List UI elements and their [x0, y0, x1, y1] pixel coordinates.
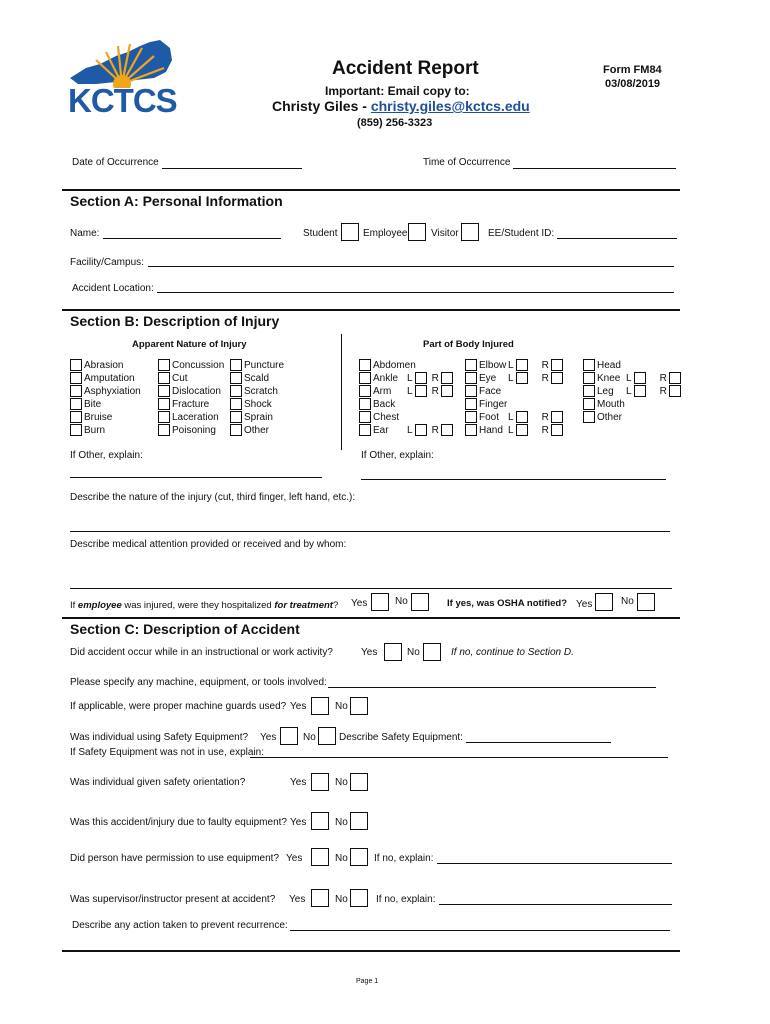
describe-nature-field[interactable]	[70, 531, 670, 532]
permission-no-label: No	[335, 853, 348, 864]
faulty-question: Was this accident/injury due to faulty equipment?	[70, 817, 287, 828]
visitor-checkbox[interactable]	[461, 223, 479, 241]
permission-explain-label: If no, explain:	[374, 853, 434, 864]
section-b-divider	[341, 334, 342, 450]
nature-option[interactable]: Poisoning	[158, 424, 216, 436]
location-label: Accident Location:	[72, 283, 154, 294]
report-title: Accident Report	[332, 58, 479, 79]
supervisor-yes-label: Yes	[289, 894, 306, 905]
prevent-label: Describe any action taken to prevent recurrence:	[72, 920, 288, 931]
machine-label: Please specify any machine, equipment, or tools involved:	[70, 677, 327, 688]
facility-field[interactable]	[148, 266, 674, 267]
osha-no-label: No	[621, 596, 634, 607]
supervisor-yes-checkbox[interactable]	[311, 889, 329, 907]
osha-yes-label: Yes	[576, 599, 593, 610]
ee-id-label: EE/Student ID:	[488, 228, 555, 239]
hosp-yes-label: Yes	[351, 598, 368, 609]
nature-option[interactable]: Bite	[70, 398, 101, 410]
hosp-no-checkbox[interactable]	[411, 593, 429, 611]
knee-side[interactable]: L R	[626, 372, 681, 384]
guards-yes-label: Yes	[290, 701, 307, 712]
body-option[interactable]: Chest	[359, 411, 399, 423]
elbow-side[interactable]: L R	[508, 359, 563, 371]
faulty-yes-label: Yes	[290, 817, 307, 828]
contact-phone: (859) 256-3323	[357, 117, 433, 129]
section-a-rule	[62, 189, 680, 191]
logo-text: KCTCS	[68, 82, 177, 119]
nature-option[interactable]: Asphyxiation	[70, 385, 141, 397]
supervisor-no-label: No	[335, 894, 348, 905]
section-c-rule	[62, 617, 680, 619]
foot-side[interactable]: L R	[508, 411, 563, 423]
guards-no-label: No	[335, 701, 348, 712]
orientation-yes-checkbox[interactable]	[311, 773, 329, 791]
hosp-yes-checkbox[interactable]	[371, 593, 389, 611]
nature-option[interactable]: Other	[230, 424, 269, 436]
body-option[interactable]: Eye	[465, 372, 496, 384]
orientation-question: Was individual given safety orientation?	[70, 777, 246, 788]
osha-yes-checkbox[interactable]	[595, 593, 613, 611]
orientation-yes-label: Yes	[290, 777, 307, 788]
student-checkbox[interactable]	[341, 223, 359, 241]
prevent-field[interactable]	[290, 930, 670, 931]
bottom-rule	[62, 950, 680, 952]
section-c-title: Section C: Description of Accident	[70, 621, 300, 637]
permission-explain-field[interactable]	[437, 863, 672, 864]
section-b-rule	[62, 309, 680, 311]
hosp-no-label: No	[395, 596, 408, 607]
body-option[interactable]: Knee	[583, 372, 620, 384]
continue-note: If no, continue to Section D.	[451, 647, 574, 658]
work-yes-label: Yes	[361, 647, 378, 658]
nature-option[interactable]: Concussion	[158, 359, 224, 371]
safety-yes-checkbox[interactable]	[280, 727, 298, 745]
location-field[interactable]	[157, 292, 674, 293]
nature-option[interactable]: Amputation	[70, 372, 135, 384]
contact-name: Christy Giles -	[272, 98, 371, 114]
describe-medical-label: Describe medical attention provided or received and by whom:	[70, 539, 347, 550]
ee-id-field[interactable]	[557, 238, 677, 239]
nature-option[interactable]: Dislocation	[158, 385, 221, 397]
eye-side[interactable]: L R	[508, 372, 563, 384]
osha-no-checkbox[interactable]	[637, 593, 655, 611]
form-number: Form FM84	[603, 64, 662, 76]
important-note: Important: Email copy to:	[325, 84, 470, 98]
body-option[interactable]: Back	[359, 398, 395, 410]
contact-line	[272, 98, 530, 114]
contact-email-link[interactable]: christy.giles@kctcs.edu	[370, 98, 530, 114]
nature-heading: Apparent Nature of Injury	[132, 339, 247, 350]
body-option[interactable]: Arm	[359, 385, 391, 397]
permission-question: Did person have permission to use equipment?	[70, 853, 280, 864]
student-label: Student	[303, 228, 338, 239]
nature-option[interactable]: Laceration	[158, 411, 219, 423]
orientation-no-label: No	[335, 777, 348, 788]
ankle-side[interactable]: L R	[407, 372, 453, 384]
supervisor-no-checkbox[interactable]	[350, 889, 368, 907]
supervisor-explain-field[interactable]	[439, 904, 672, 905]
name-label: Name:	[70, 228, 100, 239]
hospitalized-question: If employee was injured, were they hospitalized for treatment?	[70, 600, 339, 611]
date-label: Date of Occurrence	[72, 157, 159, 168]
body-other-field[interactable]	[361, 479, 666, 480]
machine-field[interactable]	[328, 687, 656, 688]
permission-no-checkbox[interactable]	[350, 848, 368, 866]
body-option[interactable]: Leg	[583, 385, 614, 397]
describe-safety-field[interactable]	[466, 742, 611, 743]
body-other-label: If Other, explain:	[361, 450, 434, 461]
form-date: 03/08/2019	[605, 78, 661, 90]
describe-safety-label: Describe Safety Equipment:	[339, 732, 463, 743]
date-field[interactable]	[162, 168, 302, 169]
not-in-use-field[interactable]	[250, 757, 668, 758]
guards-question: If applicable, were proper machine guards used?	[70, 701, 287, 712]
supervisor-question: Was supervisor/instructor present at accident?	[70, 894, 276, 905]
body-option[interactable]: Ear	[359, 424, 389, 436]
permission-yes-checkbox[interactable]	[311, 848, 329, 866]
not-in-use-label: If Safety Equipment was not in use, explain:	[70, 747, 264, 758]
supervisor-explain-label: If no, explain:	[376, 894, 436, 905]
name-field[interactable]	[103, 238, 281, 239]
nature-other-field[interactable]	[70, 477, 322, 478]
guards-no-checkbox[interactable]	[350, 697, 368, 715]
body-option[interactable]: Ankle	[359, 372, 398, 384]
employee-checkbox[interactable]	[408, 223, 426, 241]
nature-option[interactable]: Scald	[230, 372, 269, 384]
section-b-title: Section B: Description of Injury	[70, 313, 280, 329]
body-option[interactable]: Other	[583, 411, 622, 423]
body-option[interactable]: Finger	[465, 398, 507, 410]
body-option[interactable]: Hand	[465, 424, 503, 436]
kctcs-logo	[66, 38, 178, 120]
body-heading: Part of Body Injured	[423, 339, 514, 350]
guards-yes-checkbox[interactable]	[311, 697, 329, 715]
facility-label: Facility/Campus:	[70, 257, 144, 268]
time-field[interactable]	[513, 168, 676, 169]
nature-option[interactable]: Abrasion	[70, 359, 123, 371]
nature-option[interactable]: Puncture	[230, 359, 284, 371]
body-option[interactable]: Face	[465, 385, 501, 397]
work-yes-checkbox[interactable]	[384, 643, 402, 661]
time-label: Time of Occurrence	[423, 157, 511, 168]
safety-no-checkbox[interactable]	[318, 727, 336, 745]
orientation-no-checkbox[interactable]	[350, 773, 368, 791]
faulty-no-label: No	[335, 817, 348, 828]
employee-label: Employee	[363, 228, 408, 239]
nature-option[interactable]: Scratch	[230, 385, 278, 397]
faulty-yes-checkbox[interactable]	[311, 812, 329, 830]
body-option[interactable]: Head	[583, 359, 621, 371]
osha-question: If yes, was OSHA notified?	[447, 598, 568, 609]
logo-mark-icon	[66, 38, 178, 88]
leg-side[interactable]: L R	[626, 385, 681, 397]
ear-side[interactable]: L R	[407, 424, 453, 436]
nature-option[interactable]: Burn	[70, 424, 105, 436]
safety-no-label: No	[303, 732, 316, 743]
safety-question: Was individual using Safety Equipment?	[70, 732, 249, 743]
nature-option[interactable]: Bruise	[70, 411, 112, 423]
body-option[interactable]: Elbow	[465, 359, 506, 371]
nature-option[interactable]: Fracture	[158, 398, 209, 410]
body-option[interactable]: Mouth	[583, 398, 625, 410]
nature-option[interactable]: Sprain	[230, 411, 273, 423]
nature-option[interactable]: Cut	[158, 372, 188, 384]
permission-yes-label: Yes	[286, 853, 303, 864]
describe-medical-field[interactable]	[70, 588, 672, 589]
describe-nature-label: Describe the nature of the injury (cut, third finger, left hand, etc.):	[70, 492, 356, 503]
arm-side[interactable]: L R	[407, 385, 453, 397]
visitor-label: Visitor	[431, 228, 459, 239]
page-number: Page 1	[356, 978, 379, 985]
body-option[interactable]: Foot	[465, 411, 499, 423]
section-a-title: Section A: Personal Information	[70, 193, 283, 209]
work-no-label: No	[407, 647, 420, 658]
work-question: Did accident occur while in an instructional or work activity?	[70, 647, 333, 658]
hand-side[interactable]: L R	[508, 424, 563, 436]
body-option[interactable]: Abdomen	[359, 359, 416, 371]
safety-yes-label: Yes	[260, 732, 277, 743]
faulty-no-checkbox[interactable]	[350, 812, 368, 830]
nature-other-label: If Other, explain:	[70, 450, 143, 461]
nature-option[interactable]: Shock	[230, 398, 272, 410]
work-no-checkbox[interactable]	[423, 643, 441, 661]
